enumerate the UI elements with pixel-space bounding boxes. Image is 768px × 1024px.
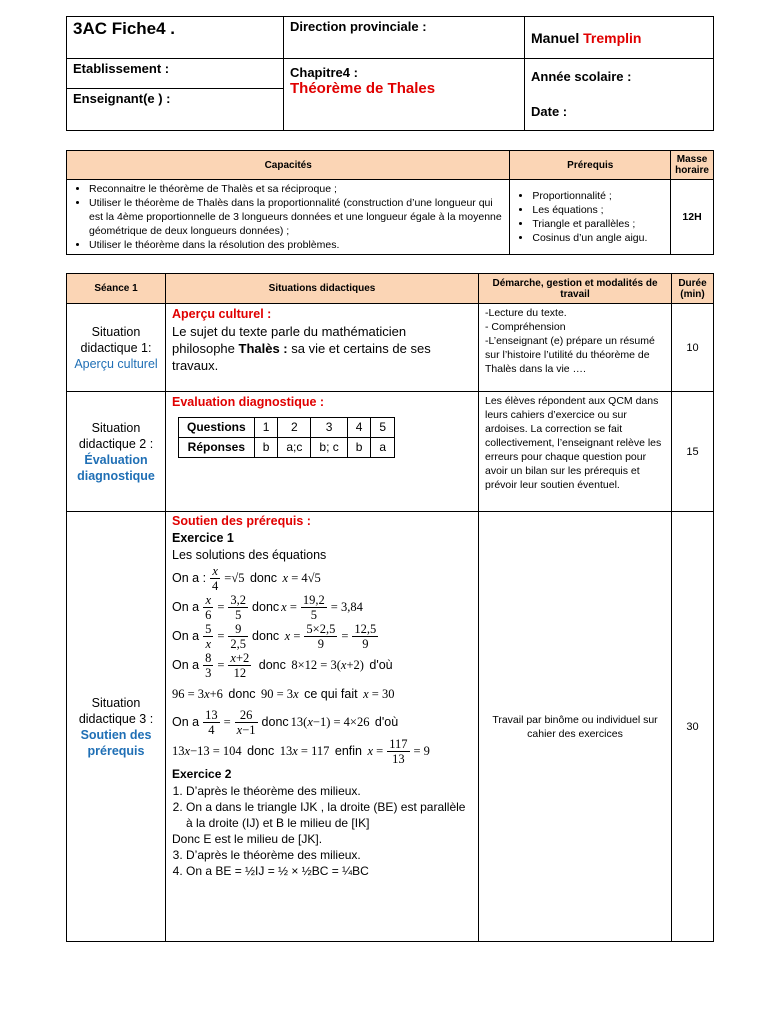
chapitre-cell	[284, 59, 525, 131]
chapitre-label: Chapitre4 :	[290, 65, 358, 80]
situation-3-demarche: Travail par binôme ou individuel sur cahier des exercices	[479, 512, 672, 942]
masse-header: Masse horaire	[671, 151, 714, 180]
ex1-intro: Les solutions des équations	[172, 548, 327, 562]
qcm-questions-row	[179, 418, 395, 438]
manuel-name: Tremplin	[583, 29, 642, 46]
capacite-item: • Reconnaitre le théorème de Thalès et sa réciproque ;	[89, 182, 505, 196]
ex2-conclusion: Donc E est le milieu de [JK].	[172, 832, 323, 846]
seance-header: Séance 1	[67, 274, 166, 304]
seance-table	[66, 273, 714, 942]
situation-2-content	[166, 392, 479, 512]
prerequis-list	[514, 189, 666, 245]
situation-1-link: Aperçu culturel	[74, 356, 158, 371]
ex2-item: 3. D’après le théorème des milieux.	[186, 847, 472, 863]
qcm-cell: 1	[254, 418, 278, 438]
annee-label: Année scolaire :	[531, 69, 632, 84]
situation-2-demarche: Les élèves répondent aux QCM dans leurs cahiers d’exercice ou sur ardoises. La correction se fait collectivement, l’enseignant relève les erreurs pour chaque question pour avoir un bilan sur les prérequis et prévoir leur soutien éventuel.	[479, 392, 672, 512]
duree-header: Durée (min)	[672, 274, 714, 304]
header-table	[66, 16, 714, 131]
situation-3-link: Soutien des prérequis	[80, 727, 152, 758]
apercu-text-a: Le sujet du texte parle du mathématicien philosophe	[172, 324, 407, 356]
demarche-header: Démarche, gestion et modalités de travail	[479, 274, 672, 304]
prerequis-item: • Proportionnalité ;	[532, 189, 666, 203]
qcm-cell: 4	[347, 418, 371, 438]
qcm-cell: b	[347, 438, 371, 458]
equation-4b: 96 = 3x+6 donc 90 = 3x ce qui fait x = 30	[172, 686, 395, 701]
apercu-text	[172, 323, 472, 374]
qcm-answers-row	[179, 438, 395, 458]
equation-2: On a $\frac{x}{6}$ = $\frac{3,2}{5}$ donc x = $\frac{19,2}{5}$ = 3,84	[172, 593, 363, 622]
date-label: Date :	[531, 104, 568, 119]
ex2-title: Exercice 2	[172, 767, 232, 781]
enseignant-label: Enseignant(e ) :	[67, 89, 284, 131]
qcm-cell: a;c	[278, 438, 311, 458]
apercu-text-c: sa vie et certains de ses travaux.	[172, 341, 431, 373]
manuel-prefix: Manuel	[531, 29, 584, 46]
situation-2-label: Situation didactique 2 :	[78, 420, 154, 451]
qcm-table	[178, 417, 395, 458]
capacite-item: • Utiliser le théorème dans la résolution des problèmes.	[89, 238, 505, 252]
situation-3-duree: 30	[672, 512, 714, 942]
qcm-cell: a	[371, 438, 395, 458]
qcm-cell: Questions	[179, 418, 255, 438]
situation-1-content	[166, 304, 479, 392]
qcm-cell: 2	[278, 418, 311, 438]
situation-1-cell	[67, 304, 166, 392]
qcm-cell: 5	[371, 418, 395, 438]
annee-date-cell	[525, 59, 714, 131]
capacites-cell	[67, 180, 510, 255]
qcm-cell: b; c	[311, 438, 347, 458]
equation-5b: 13x−13 = 104 donc 13x = 117 enfin x = $\frac{117}{13}$ = 9	[172, 737, 430, 766]
apercu-title: Aperçu culturel :	[172, 307, 272, 321]
situation-3-label: Situation didactique 3 :	[78, 695, 154, 726]
prerequis-item: • Triangle et parallèles ;	[532, 217, 666, 231]
capacities-table	[66, 150, 714, 255]
capacite-item: • Utiliser le théorème de Thalès dans la proportionnalité (construction d’une longueur qui est la 4ème proportionnelle de 3 longueurs données et une longueur égale à la moyenne géométrique de deux longueurs données) ;	[89, 196, 505, 238]
prerequis-cell	[510, 180, 671, 255]
qcm-cell: b	[254, 438, 278, 458]
ex2-item	[172, 799, 472, 847]
situations-header: Situations didactiques	[166, 274, 479, 304]
situation-1-demarche: -Lecture du texte. - Compréhension -L’enseignant (e) prépare un résumé sur l’histoire l’utilité du théorème de Thalès dans la vie ….	[479, 304, 672, 392]
situation-1-duree: 10	[672, 304, 714, 392]
situation-2-cell	[67, 392, 166, 512]
situation-2-link: Évaluation diagnostique	[77, 452, 155, 483]
soutien-title: Soutien des prérequis :	[172, 514, 311, 528]
direction-label: Direction provinciale :	[284, 17, 525, 59]
capacites-list	[71, 182, 505, 252]
ex2-item: 1. D’après le théorème des milieux.	[186, 783, 472, 799]
qcm-cell: 3	[311, 418, 347, 438]
etablissement-label: Etablissement :	[67, 59, 284, 89]
manuel-label	[525, 17, 714, 59]
apercu-text-b: Thalès :	[238, 341, 288, 356]
chapitre-title: Théorème de Thales	[290, 80, 436, 97]
situation-1-label: Situation didactique 1:	[80, 324, 152, 355]
equation-3: On a $\frac{5}{x}$ = $\frac{9}{2,5}$ donc x = $\frac{5\times 2,5}{9}$ = $\frac{12,5}{9}$	[172, 622, 377, 651]
capacites-header: Capacités	[67, 151, 510, 180]
situation-3-cell	[67, 512, 166, 942]
ex2-list	[172, 783, 472, 879]
prerequis-item: • Cosinus d’un angle aigu.	[532, 231, 666, 245]
equation-4: On a $\frac{8}{3}$ = $\frac{x+2}{12}$ donc 8×12 = 3(x+2) d'où	[172, 651, 393, 680]
ex2-item: 4. On a BE = ½IJ = ½ × ½BC = ¼BC	[186, 863, 472, 879]
masse-value: 12H	[671, 180, 714, 255]
prerequis-header: Prérequis	[510, 151, 671, 180]
ex1-title: Exercice 1	[172, 531, 234, 545]
equation-5: On a $\frac{13}{4}$ = $\frac{26}{x-1}$ donc 13(x−1) = 4×26 d'où	[172, 708, 399, 737]
situation-3-content	[166, 512, 479, 942]
qcm-cell: Réponses	[179, 438, 255, 458]
class-label: 3AC Fiche4 .	[67, 17, 284, 59]
situation-2-duree: 15	[672, 392, 714, 512]
prerequis-item: • Les équations ;	[532, 203, 666, 217]
ex2-item-text: On a dans le triangle IJK , la droite (BE) est parallèle à la droite (IJ) et B le milieu de [IK]	[186, 800, 466, 830]
evaluation-title: Evaluation diagnostique :	[172, 395, 325, 409]
equation-1: On a : $\frac{x}{4}$ =√5 donc x = 4√5	[172, 564, 321, 593]
